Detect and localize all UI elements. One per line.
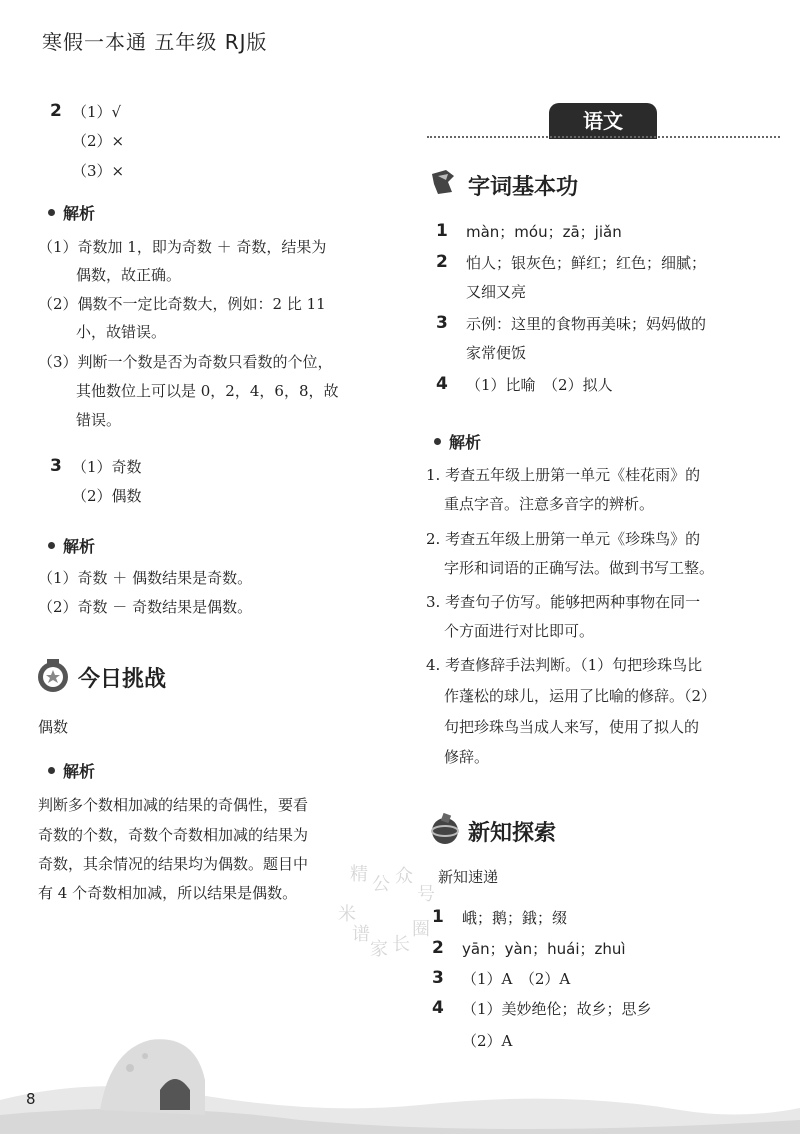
analysis-line: （1）奇数加 1，即为奇数 ＋ 奇数，结果为	[38, 238, 327, 256]
question-number: 3	[50, 456, 62, 476]
bullet-dot-icon	[48, 767, 55, 774]
analysis-heading	[48, 534, 95, 557]
analysis-line: 偶数，故正确。	[76, 266, 182, 284]
answer-item: （1）奇数	[72, 458, 142, 476]
answer-line: （2）A	[462, 1032, 513, 1050]
bottom-decoration	[0, 1020, 800, 1134]
answer-line: （1）美妙绝伦；故乡；思乡	[462, 1000, 652, 1018]
globe-icon	[428, 812, 462, 846]
answer-item: （3）×	[72, 162, 125, 180]
answer-item: （2）×	[72, 132, 125, 150]
answer-item: （2）偶数	[72, 487, 142, 505]
watermark-char: 长	[392, 934, 410, 955]
analysis-heading	[48, 201, 95, 224]
question-number: 1	[432, 907, 444, 927]
analysis-line: 1. 考查五年级上册第一单元《桂花雨》的	[426, 466, 701, 484]
analysis-line: 句把珍珠鸟当成人来写，使用了拟人的	[444, 718, 700, 736]
answer-line: 示例：这里的食物再美味；妈妈做的	[466, 315, 707, 333]
page-header-title: 寒假一本通 五年级 RJ版	[42, 30, 268, 54]
answer-line: 家常便饭	[466, 344, 527, 362]
analysis-line: 奇数的个数，奇数个奇数相加减的结果为	[38, 826, 309, 844]
analysis-line: 4. 考查修辞手法判断。（1）句把珍珠鸟比	[426, 656, 703, 674]
analysis-line: 重点字音。注意多音字的辨析。	[444, 495, 655, 513]
medal-icon	[36, 658, 70, 694]
bullet-dot-icon	[434, 438, 441, 445]
bullet-dot-icon	[48, 209, 55, 216]
question-number: 2	[432, 938, 444, 958]
analysis-line: 字形和词语的正确写法。做到书写工整。	[444, 559, 715, 577]
analysis-line: 小，故错误。	[76, 323, 167, 341]
watermark-char: 米	[338, 904, 356, 925]
answer-line: 峨；鹅；鋨；缀	[462, 909, 568, 927]
analysis-line: （2）奇数 － 奇数结果是偶数。	[38, 598, 253, 616]
watermark-char: 谱	[352, 924, 370, 945]
analysis-line: 2. 考查五年级上册第一单元《珍珠鸟》的	[426, 530, 701, 548]
subsection-title: 新知速递	[438, 868, 499, 886]
question-number: 4	[436, 374, 448, 394]
answer-line: （1）比喻 （2）拟人	[466, 376, 613, 394]
section-divider	[427, 136, 780, 138]
analysis-label: 解析	[63, 762, 96, 781]
question-number: 2	[50, 101, 62, 121]
analysis-line: 有 4 个奇数相加减，所以结果是偶数。	[38, 884, 298, 902]
section-title-zici: 字词基本功	[468, 175, 579, 200]
analysis-label: 解析	[449, 433, 482, 452]
analysis-line: 修辞。	[444, 748, 490, 766]
subject-tab: 语文	[549, 103, 657, 139]
analysis-line: 作蓬松的球儿，运用了比喻的修辞。（2）	[444, 687, 717, 705]
analysis-line: （1）奇数 ＋ 偶数结果是奇数。	[38, 569, 253, 587]
answer-line: 怕人；银灰色；鲜红；红色；细腻；	[466, 254, 707, 272]
analysis-line: 个方面进行对比即可。	[444, 622, 595, 640]
answer-line: （1）A （2）A	[462, 970, 571, 988]
watermark-char: 众	[395, 866, 413, 887]
bullet-dot-icon	[48, 542, 55, 549]
analysis-line: （3）判断一个数是否为奇数只看数的个位，	[38, 353, 333, 371]
question-number: 3	[436, 313, 448, 333]
watermark-char: 精	[350, 864, 368, 885]
analysis-line: 错误。	[76, 411, 122, 429]
watermark-char: 圈	[412, 919, 430, 940]
section-title-xinzhi: 新知探索	[468, 821, 557, 846]
question-number: 4	[432, 998, 444, 1018]
analysis-line: 判断多个数相加减的结果的奇偶性，要看	[38, 796, 309, 814]
watermark-char: 家	[370, 939, 388, 960]
analysis-label: 解析	[63, 204, 96, 223]
question-number: 3	[432, 968, 444, 988]
brush-icon	[428, 166, 460, 198]
watermark-char: 公	[372, 874, 390, 895]
analysis-line: 其他数位上可以是 0，2，4，6，8，故	[76, 382, 339, 400]
watermark-char: 号	[417, 884, 435, 905]
page-number: 8	[26, 1090, 36, 1108]
analysis-heading	[434, 430, 481, 453]
challenge-title: 今日挑战	[78, 667, 167, 692]
analysis-heading	[48, 759, 95, 782]
challenge-answer: 偶数	[38, 718, 69, 736]
answer-line: yān；yàn；huái；zhuì	[462, 940, 626, 958]
question-number: 2	[436, 252, 448, 272]
answer-line: màn；móu；zā；jiǎn	[466, 223, 622, 241]
analysis-line: 奇数，其余情况的结果均为偶数。题目中	[38, 855, 309, 873]
analysis-line: 3. 考查句子仿写。能够把两种事物在同一	[426, 593, 701, 611]
question-number: 1	[436, 221, 448, 241]
answer-line: 又细又亮	[466, 283, 527, 301]
answer-item: （1）√	[72, 103, 122, 121]
analysis-line: （2）偶数不一定比奇数大，例如：2 比 11	[38, 295, 326, 313]
analysis-label: 解析	[63, 537, 96, 556]
